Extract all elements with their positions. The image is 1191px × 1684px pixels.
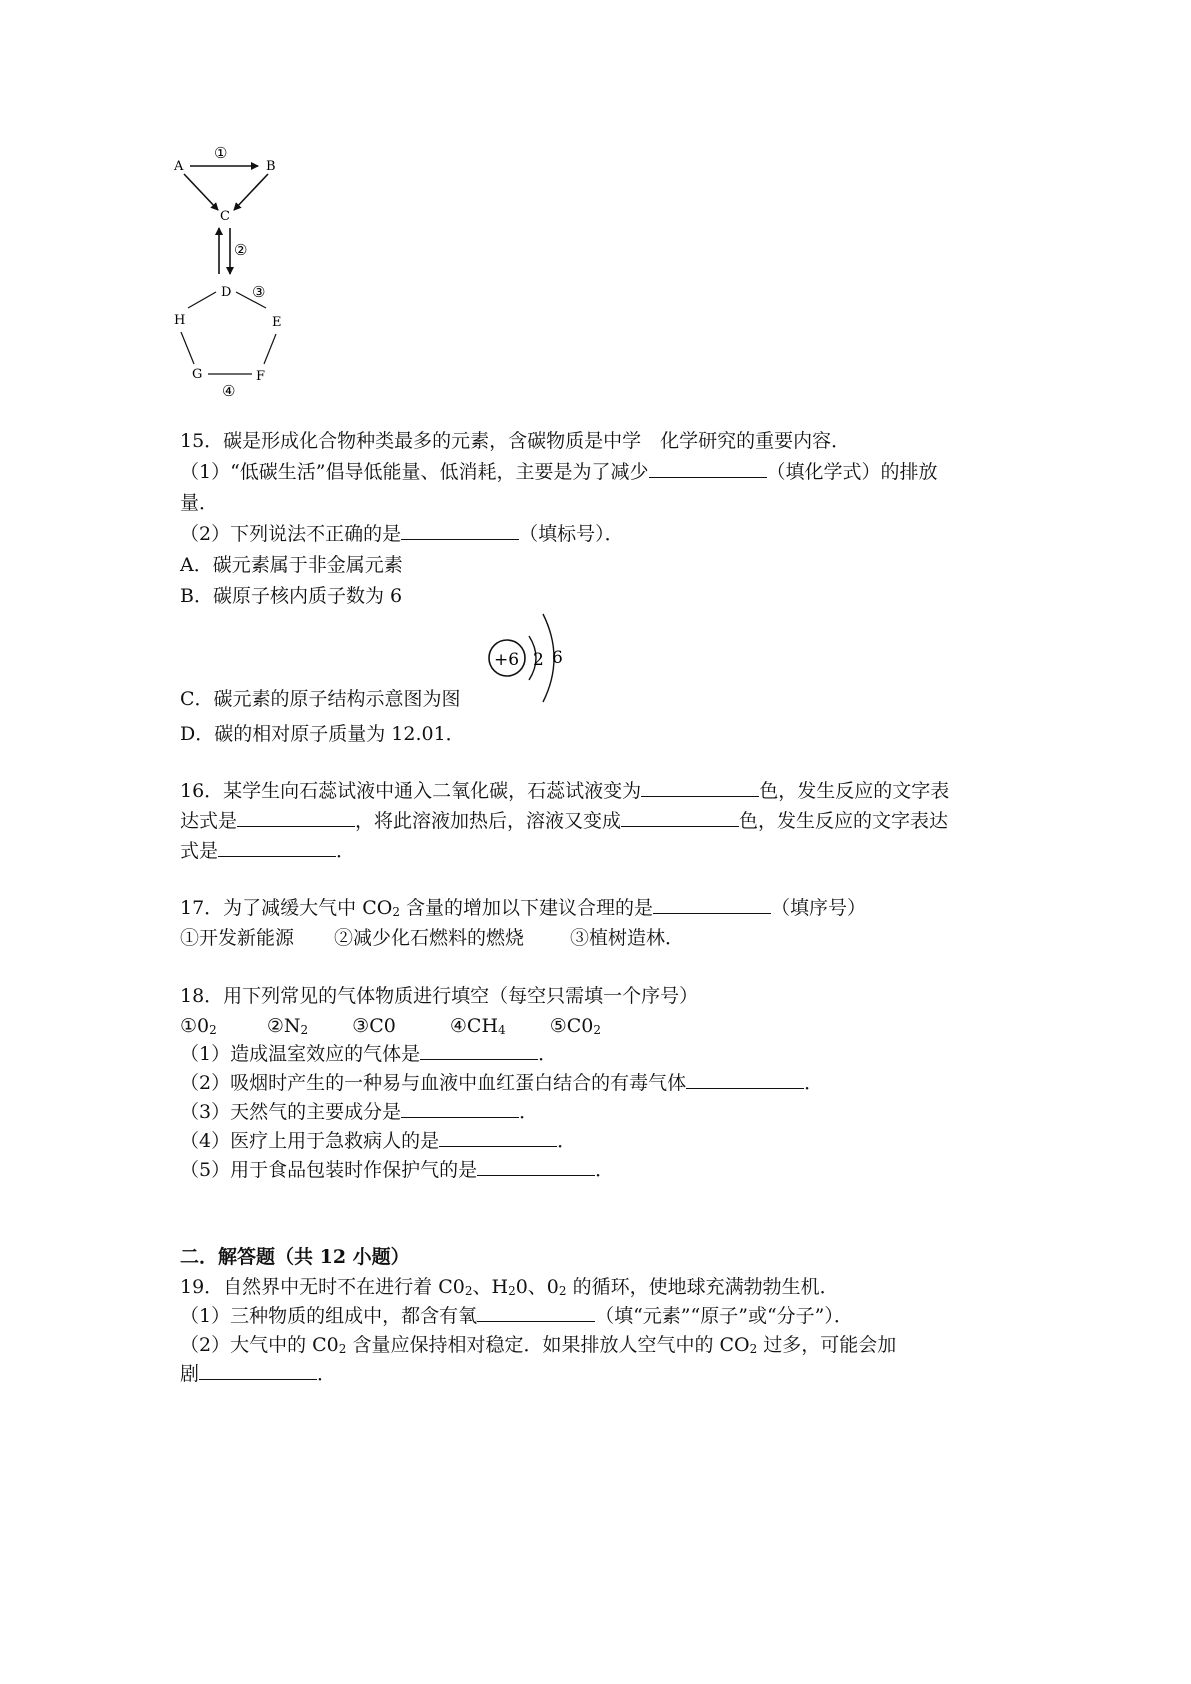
q16-line-3: 式是 ． [180, 840, 356, 862]
q18-stem: 18．用下列常见的气体物质进行填空（每空只需填一个序号） [180, 985, 699, 1007]
q16-blank-1[interactable] [641, 778, 759, 797]
q15-option-d: D．碳的相对原子质量为 12.01． [180, 723, 465, 745]
q19-stem: 19．自然界中无时不在进行着 $C0_2$、$H_20$、$0_2$ 的循环，使地球充满勃勃生机． [180, 1276, 839, 1298]
q18-blank-3[interactable] [401, 1099, 519, 1118]
section-title: 二．解答题（共 12 小题） [180, 1246, 410, 1268]
gas-5: $⑤C0_2$ [549, 1015, 602, 1037]
q16-blank-3[interactable] [621, 808, 739, 827]
q19-part2: （2）大气中的 $C0_2$ 含量应保持相对稳定．如果排放人空气中的 $CO_2$ 过多，可能会加 [180, 1334, 897, 1356]
node-g: G [192, 367, 203, 382]
q18-blank-4[interactable] [439, 1128, 557, 1147]
q18-sub-1: （1）造成温室效应的气体是 ． [180, 1043, 558, 1065]
q15-option-b: B．碳原子核内质子数为 6 [180, 585, 403, 607]
carbon-atom-structure [485, 610, 565, 710]
arrow-a-c [184, 174, 218, 210]
q19-blank-2[interactable] [199, 1361, 317, 1380]
q17-options: ①开发新能源 ②减少化石燃料的燃烧 ③植树造林． [180, 927, 685, 949]
node-c: C [220, 209, 230, 224]
q15-stem: 15．碳是形成化合物种类最多的元素，含碳物质是中学 化学研究的重要内容． [180, 430, 851, 452]
q15-option-a: A．碳元素属于非金属元素 [180, 554, 403, 576]
label-1: ① [214, 144, 228, 162]
node-a: A [174, 159, 184, 174]
q16-blank-4[interactable] [218, 838, 336, 857]
q15-option-c: C．碳元素的原子结构示意图为图 [180, 688, 461, 710]
q16-line-1: 16．某学生向石蕊试液中通入二氧化碳，石蕊试液变为 色，发生反应的文字表 [180, 780, 950, 802]
reaction-diagram [170, 140, 300, 430]
q16-line-2: 达式是 ，将此溶液加热后，溶液又变成 色，发生反应的文字表达 [180, 810, 949, 832]
shell-2-count: 6 [552, 648, 563, 668]
node-e: E [272, 315, 282, 330]
q15-blank-1[interactable] [649, 459, 767, 478]
label-3: ③ [252, 283, 266, 301]
q18-blank-1[interactable] [420, 1041, 538, 1060]
label-2: ② [234, 241, 248, 259]
q17-stem: 17．为了减缓大气中 $CO_2$ 含量的增加以下建议合理的是 （填序号） [180, 897, 867, 919]
node-f: F [256, 369, 266, 384]
q15-part1-cont: 量． [180, 492, 219, 514]
q18-sub-2: （2）吸烟时产生的一种易与血液中血红蛋白结合的有毒气体 ． [180, 1072, 824, 1094]
q18-sub-3: （3）天然气的主要成分是 ． [180, 1101, 539, 1123]
q19-part2-cont: 剧 ． [180, 1363, 337, 1385]
q19-part1: （1）三种物质的组成中，都含有氧 （填“元素”“原子”或“分子”）． [180, 1305, 853, 1327]
q18-blank-5[interactable] [477, 1157, 595, 1176]
q15-part1: （1）“低碳生活”倡导低能量、低消耗，主要是为了减少 （填化学式）的排放 [180, 461, 938, 483]
q18-sub-5: （5）用于食品包装时作保护气的是 ． [180, 1159, 615, 1181]
gas-1: $①0_2$ [180, 1015, 217, 1037]
node-b: B [266, 159, 276, 174]
label-4: ④ [222, 382, 236, 400]
node-h: H [174, 313, 186, 328]
q16-blank-2[interactable] [237, 808, 355, 827]
q19-blank-1[interactable] [477, 1303, 595, 1322]
q18-blank-2[interactable] [686, 1070, 804, 1089]
q18-gases [180, 1013, 601, 1039]
gas-3: ③C0 [352, 1015, 396, 1037]
arrow-b-c [234, 174, 268, 210]
nucleus-charge: +6 [494, 650, 520, 670]
q15-part2: （2）下列说法不正确的是 （填标号）． [180, 523, 624, 545]
gas-4: $④CH_4$ [449, 1015, 506, 1037]
q15-blank-2[interactable] [401, 521, 519, 540]
q17-blank[interactable] [653, 895, 771, 914]
q18-sub-4: （4）医疗上用于急救病人的是 ． [180, 1130, 577, 1152]
shell-1-count: 2 [533, 650, 544, 670]
node-d: D [221, 285, 232, 300]
gas-2: $②N_2$ [266, 1015, 309, 1037]
